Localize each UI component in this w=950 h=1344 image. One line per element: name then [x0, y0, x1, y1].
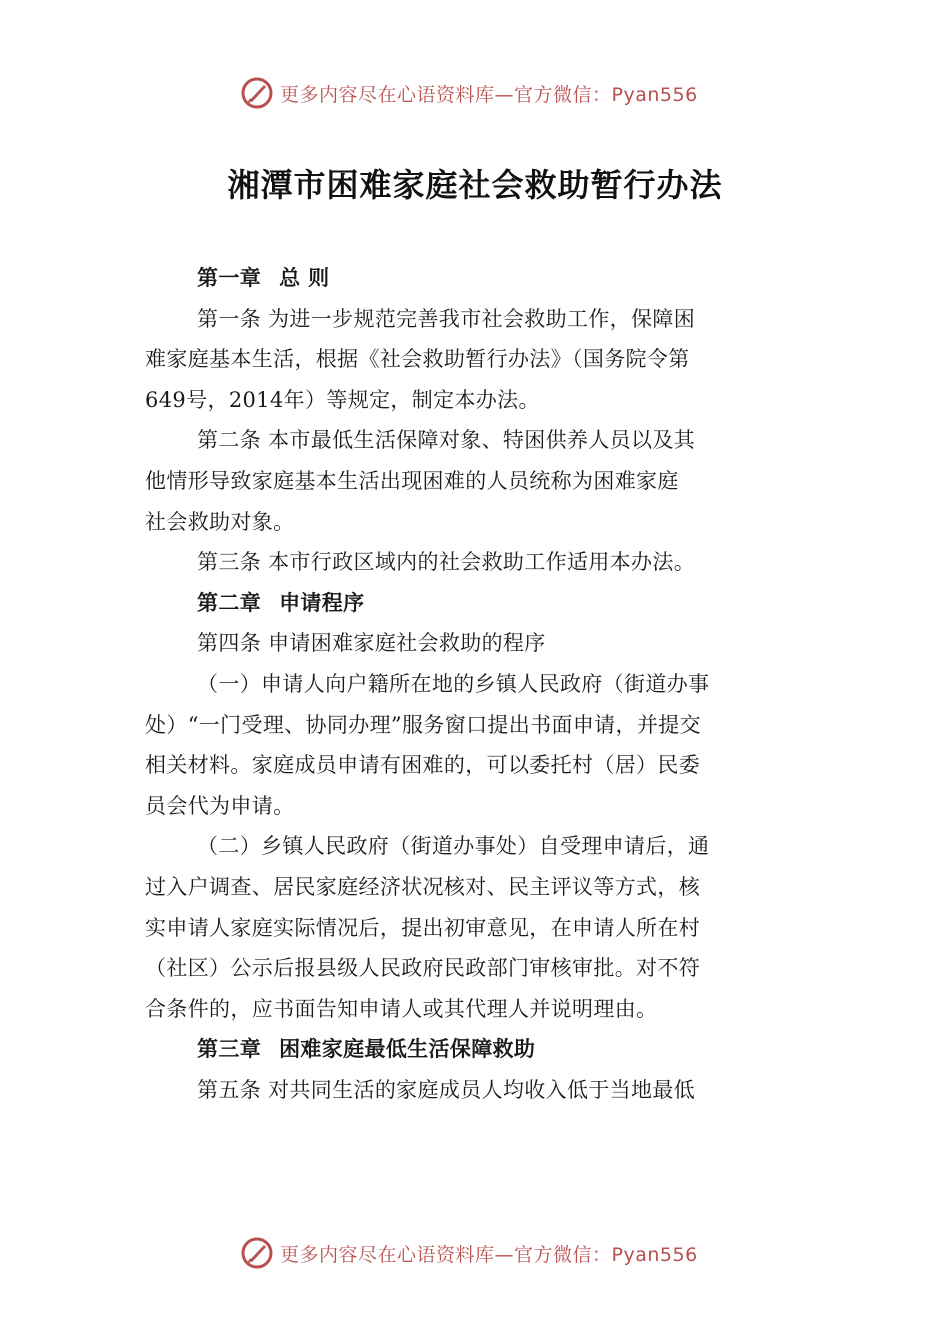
chapter-label: 第三章	[197, 1037, 262, 1062]
article-4-line-1: 第四条 申请困难家庭社会救助的程序	[197, 631, 546, 656]
item-2-line-3: 实申请人家庭实际情况后，提出初审意见，在申请人所在村	[145, 915, 701, 940]
article-1-line-1: 第一条 为进一步规范完善我市社会救助工作，保障困	[197, 306, 696, 331]
article-2-line-3: 社会救助对象。	[145, 509, 295, 534]
item-1-line-2: 处）“一门受理、协同办理”服务窗口提出书面申请，并提交	[145, 712, 701, 737]
item-1-line-1: （一）申请人向户籍所在地的乡镇人民政府（街道办事	[197, 671, 710, 696]
quill-logo-icon	[240, 76, 274, 110]
watermark-header	[240, 75, 698, 111]
article-1-line-2: 难家庭基本生活，根据《社会救助暂行办法》（国务院令第	[145, 347, 690, 372]
article-1-line-3: 649号，2014年）等规定，制定本办法。	[145, 387, 540, 412]
article-3-line-1: 第三条 本市行政区域内的社会救助工作适用本办法。	[197, 550, 696, 575]
watermark-footer	[240, 1235, 698, 1271]
item-2-line-2: 过入户调查、居民家庭经济状况核对、民主评议等方式，核	[145, 874, 701, 899]
article-2-line-1: 第二条 本市最低生活保障对象、特困供养人员以及其	[197, 428, 696, 453]
item-1-line-4: 员会代为申请。	[145, 793, 295, 818]
chapter-label: 第一章	[197, 266, 262, 290]
watermark-text: 更多内容尽在心语资料库—官方微信：Pyan556	[280, 83, 698, 106]
chapter-name: 困难家庭最低生活保障救助	[279, 1037, 536, 1062]
chapter-name: 申请程序	[279, 590, 365, 615]
chapter-heading-3	[145, 1029, 805, 1070]
item-2-line-5: 合条件的，应书面告知申请人或其代理人并说明理由。	[145, 996, 658, 1021]
article-2-line-2: 他情形导致家庭基本生活出现困难的人员统称为困难家庭	[145, 468, 679, 493]
chapter-name: 总 则	[279, 266, 330, 290]
item-2-line-1: （二）乡镇人民政府（街道办事处）自受理申请后，通	[197, 834, 710, 859]
item-1-line-3: 相关材料。家庭成员申请有困难的，可以委托村（居）民委	[145, 753, 701, 778]
item-2-line-4: （社区）公示后报县级人民政府民政部门审核审批。对不符	[145, 956, 701, 981]
document-body	[145, 258, 805, 1110]
quill-logo-icon	[240, 1236, 274, 1270]
chapter-heading-1	[145, 258, 805, 299]
chapter-heading-2	[145, 583, 805, 624]
watermark-text: 更多内容尽在心语资料库—官方微信：Pyan556	[280, 1243, 698, 1266]
document-title: 湘潭市困难家庭社会救助暂行办法	[227, 166, 723, 204]
chapter-label: 第二章	[197, 590, 262, 615]
article-5-line-1: 第五条 对共同生活的家庭成员人均收入低于当地最低	[197, 1077, 696, 1102]
